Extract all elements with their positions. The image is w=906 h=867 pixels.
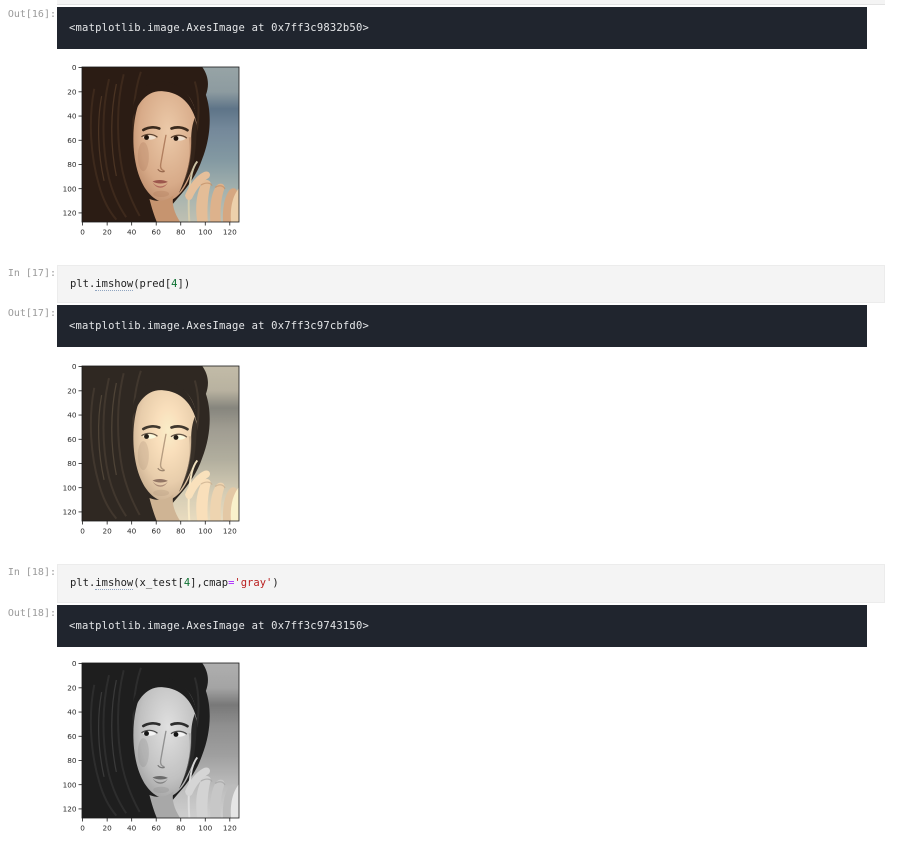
code-token: plt. bbox=[70, 278, 96, 290]
output-area-16[interactable] bbox=[57, 7, 867, 49]
svg-text:20: 20 bbox=[102, 227, 112, 237]
output-repr-17: <matplotlib.image.AxesImage at 0x7ff3c97cbfd0> bbox=[69, 320, 369, 332]
svg-text:20: 20 bbox=[67, 386, 77, 396]
code-token: 'gray' bbox=[234, 577, 273, 589]
axes-image bbox=[82, 663, 239, 818]
code-token: ]) bbox=[177, 278, 191, 290]
svg-text:80: 80 bbox=[67, 160, 77, 170]
svg-text:0: 0 bbox=[80, 823, 85, 833]
svg-text:40: 40 bbox=[127, 526, 137, 536]
out-prompt-18: Out[18]: bbox=[7, 608, 56, 619]
code-line-17[interactable] bbox=[70, 277, 872, 292]
axes-image bbox=[82, 366, 239, 521]
out-prompt-16: Out[16]: bbox=[7, 9, 56, 20]
svg-text:120: 120 bbox=[62, 208, 77, 218]
svg-text:80: 80 bbox=[176, 227, 186, 237]
out-prompt-17: Out[17]: bbox=[7, 308, 56, 319]
output-area-17[interactable] bbox=[57, 305, 867, 347]
svg-text:120: 120 bbox=[222, 227, 237, 237]
code-token: imshow bbox=[95, 577, 134, 589]
svg-text:40: 40 bbox=[67, 707, 77, 717]
svg-text:80: 80 bbox=[176, 526, 186, 536]
previous-cell-bottom-edge[interactable] bbox=[57, 0, 885, 5]
matplotlib-figure-color[interactable] bbox=[60, 60, 262, 240]
svg-text:80: 80 bbox=[67, 756, 77, 766]
svg-text:0: 0 bbox=[71, 659, 77, 669]
svg-text:60: 60 bbox=[151, 823, 161, 833]
svg-text:120: 120 bbox=[62, 804, 77, 814]
svg-text:20: 20 bbox=[102, 823, 112, 833]
svg-text:100: 100 bbox=[62, 780, 77, 790]
svg-text:60: 60 bbox=[67, 731, 77, 741]
svg-text:100: 100 bbox=[198, 823, 213, 833]
code-token: 4 bbox=[171, 278, 178, 290]
code-token: ) bbox=[272, 577, 279, 589]
svg-text:120: 120 bbox=[62, 507, 77, 517]
svg-text:100: 100 bbox=[198, 227, 213, 237]
in-prompt-17: In [17]: bbox=[7, 268, 56, 279]
svg-text:40: 40 bbox=[127, 227, 137, 237]
code-token: 4 bbox=[183, 577, 191, 589]
svg-text:20: 20 bbox=[67, 683, 77, 693]
matplotlib-figure-gray[interactable] bbox=[60, 656, 262, 836]
svg-text:40: 40 bbox=[67, 410, 77, 420]
code-token: = bbox=[228, 577, 235, 589]
code-token: ],cmap bbox=[190, 577, 229, 589]
svg-text:0: 0 bbox=[71, 362, 77, 372]
axes-image bbox=[82, 67, 239, 222]
svg-text:100: 100 bbox=[62, 483, 77, 493]
output-repr-18: <matplotlib.image.AxesImage at 0x7ff3c9743150> bbox=[69, 620, 369, 632]
svg-text:60: 60 bbox=[67, 135, 77, 145]
svg-text:120: 120 bbox=[222, 823, 237, 833]
output-repr-16: <matplotlib.image.AxesImage at 0x7ff3c9832b50> bbox=[69, 22, 369, 34]
svg-text:0: 0 bbox=[71, 63, 77, 73]
code-token: imshow bbox=[95, 278, 134, 290]
svg-text:120: 120 bbox=[222, 526, 237, 536]
svg-text:20: 20 bbox=[67, 87, 77, 97]
svg-text:80: 80 bbox=[67, 459, 77, 469]
svg-text:60: 60 bbox=[151, 526, 161, 536]
svg-text:60: 60 bbox=[151, 227, 161, 237]
code-cell-18[interactable] bbox=[57, 564, 885, 603]
output-area-18[interactable] bbox=[57, 605, 867, 647]
svg-text:40: 40 bbox=[127, 823, 137, 833]
svg-text:60: 60 bbox=[67, 434, 77, 444]
code-token: plt. bbox=[70, 577, 96, 589]
svg-text:80: 80 bbox=[176, 823, 186, 833]
in-prompt-18: In [18]: bbox=[7, 567, 56, 578]
svg-text:100: 100 bbox=[62, 184, 77, 194]
svg-text:40: 40 bbox=[67, 111, 77, 121]
svg-text:20: 20 bbox=[102, 526, 112, 536]
code-token: (pred[ bbox=[133, 278, 172, 290]
svg-text:0: 0 bbox=[80, 227, 85, 237]
code-token: (x_test[ bbox=[133, 577, 184, 589]
code-cell-17[interactable] bbox=[57, 265, 885, 303]
svg-text:100: 100 bbox=[198, 526, 213, 536]
code-line-18[interactable] bbox=[70, 576, 872, 591]
svg-text:0: 0 bbox=[80, 526, 85, 536]
matplotlib-figure-sepia[interactable] bbox=[60, 359, 262, 539]
